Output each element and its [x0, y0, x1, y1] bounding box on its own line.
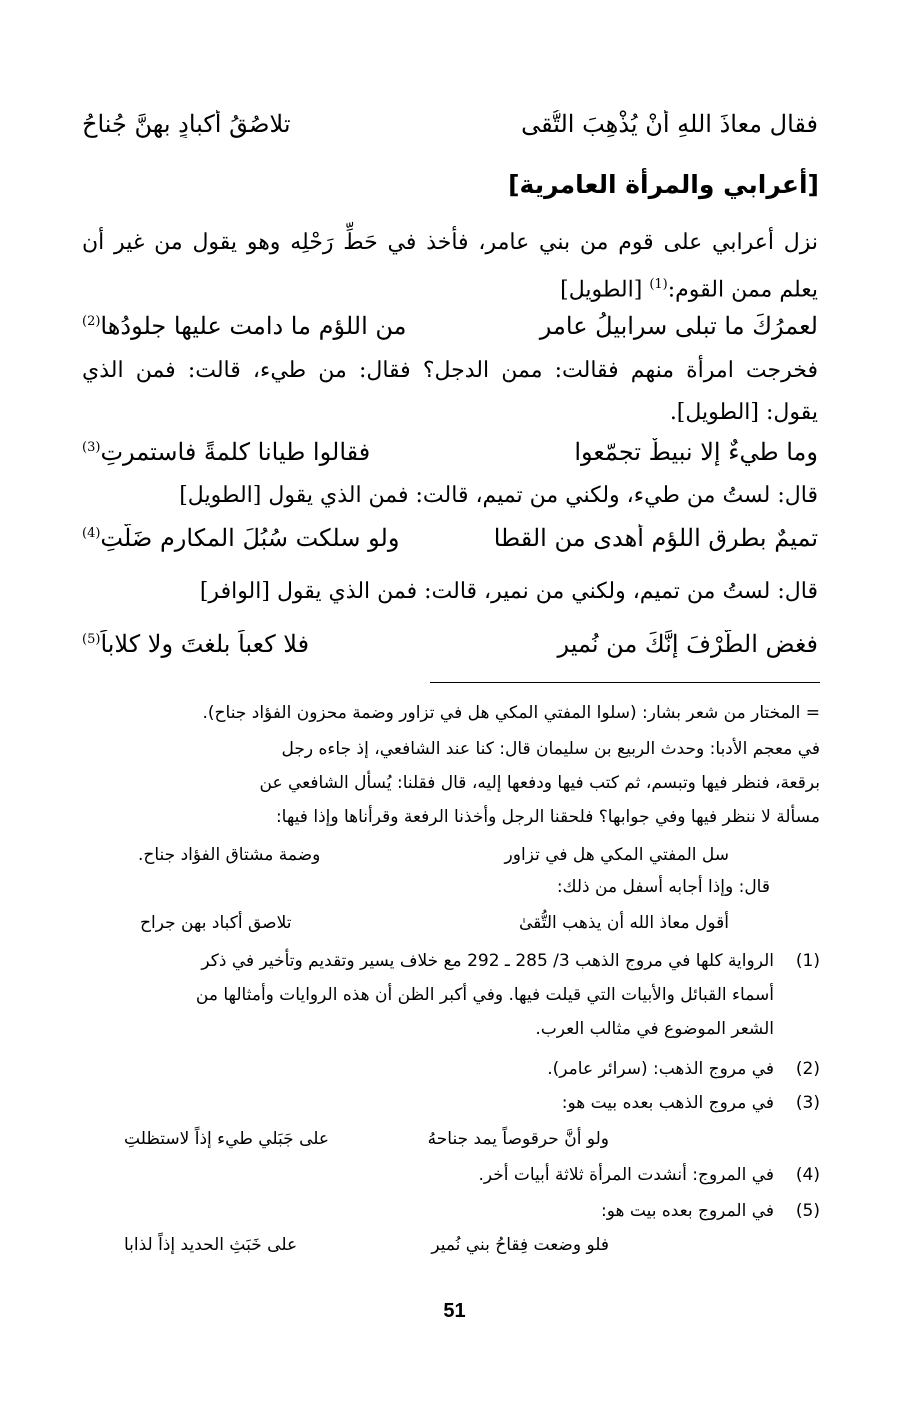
footnote-ref: (2) — [81, 314, 101, 329]
body-paragraph — [82, 222, 818, 311]
footnote-number: (1) — [795, 951, 820, 971]
footnote-verse-first: ولو أنَّ حرقوصاً يمد جناحهُ — [427, 1129, 609, 1149]
verse-line — [82, 302, 818, 350]
footnote-number: (2) — [795, 1059, 820, 1079]
footnote-line: أسماء القبائل والأبيات التي قيلت فيها. وفي أكبر الظن أن هذه الروايات وأمثالها من — [195, 985, 774, 1005]
footnote-separator — [430, 682, 820, 683]
verse-second-hemistich: فقالوا طيانا كلمةً فاستمرتِ$^{(3)}$ — [82, 438, 371, 466]
body-paragraph: فخرجت امرأة منهم فقالت: ممن الدجل؟ فقال: من طيء، قالت: فمن الذي يقول: [الطويل]. — [82, 358, 818, 425]
verse-first-hemistich: وما طيءٌ إلا نبيطٌ تجمّعوا — [574, 438, 818, 466]
verse-line — [82, 100, 818, 148]
verse-second-hemistich: فلا كعباً بلغتَ ولا كلاباً$^{(5)}$ — [82, 630, 310, 658]
footnote-number: (3) — [795, 1093, 820, 1113]
footnote-line: = المختار من شعر بشار: (سلوا المفتي المكي هل في تزاور وضمة محزون الفؤاد جناح). — [202, 703, 820, 723]
footnote-item: (1) الرواية كلها في مروج الذهب 3/ 285 ـ 292 مع خلاف يسير وتقديم وتأخير في ذكر — [80, 946, 820, 976]
verse-line — [82, 428, 818, 476]
footnote-verse-first: أقول معاذ الله أن يذهب التُّقىٰ — [518, 913, 729, 933]
verse-line — [82, 514, 818, 562]
meter-label: [الطويل] — [560, 277, 643, 303]
verse-second-hemistich: من اللؤمِ ما دامت عليها جلودُها$^{(2)}$ — [81, 312, 407, 340]
verse-first-hemistich: فقال معاذَ اللهِ أنْ يُذْهِبَ التُّقى — [521, 110, 818, 138]
page-number: 51 — [443, 1300, 466, 1322]
verse-first-hemistich: فغضِ الطَّرْفَ إنَّكَ من نُميرٍ — [557, 630, 818, 658]
footnote-number: (4) — [795, 1165, 820, 1185]
paragraph-text: نزل أعرابي على قوم من بني عامر، فأخذ في حَطِّ رَحْلِه وهو يقول من غير أن يعلم ممن القوم: — [82, 230, 818, 303]
verse-line — [82, 620, 818, 668]
footnote-item: (5) في المروج بعده بيت هو: — [80, 1196, 820, 1226]
footnote-ref: (5) — [82, 632, 101, 647]
footnote-item: (3) في مروج الذهب بعده بيت هو: — [80, 1088, 820, 1118]
footnote-item: (2) في مروج الذهب: (سرائر عامر). — [80, 1054, 820, 1084]
footnote-line: الشعر الموضوع في مثالب العرب. — [535, 1019, 774, 1039]
footnote-ref: (1) — [649, 277, 668, 292]
footnote-ref: (3) — [82, 440, 101, 455]
verse-second-hemistich: ولو سلكت سُبُلَ المكارمِ ضَلَّتِ$^{(4)}$ — [81, 524, 400, 552]
footnote-line: برقعة، فنظر فيها وتبسم، ثم كتب فيها ودفعها إليه، قال فقلنا: يُسأل الشافعي عن — [259, 773, 820, 793]
footnote-verse-first: فلو وضعت فِقاحُ بني نُمير — [431, 1235, 609, 1255]
footnote-line: مسألة لا ننظر فيها وفي جوابها؟ فلحقنا الرجل وأخذنا الرفعة وقرأناها وإذا فيها: — [275, 807, 820, 827]
body-paragraph: قال: لستُ من طيء، ولكني من تميم، قالت: فمن الذي يقول [الطويل] — [179, 483, 818, 508]
verse-first-hemistich: لعمرُكَ ما تبلى سرابيلُ عامرٍ — [539, 312, 818, 340]
verse-first-hemistich: تميمٌ بطرقِ اللؤمِ أهدى من القطا — [493, 524, 818, 552]
footnote-line: في معجم الأدبا: وحدث الربيع بن سليمان قال: كنا عند الشافعي، إذ جاءه رجل — [281, 739, 820, 759]
footnote-verse-second: على خَبَثِ الحديد إذاً لذابا — [124, 1235, 298, 1255]
verse-second-hemistich: تلاصُقُ أكبادٍ بهنَّ جُناحُ — [81, 110, 291, 138]
footnote-verse-second: على جَبَلي طيء إذاً لاستظلتِ — [124, 1129, 330, 1149]
footnote-ref: (4) — [81, 526, 101, 541]
footnote-line: قال: وإذا أجابه أسفل من ذلك: — [556, 877, 770, 897]
footnote-verse-second: تلاصق أكباد بهن جراح — [140, 913, 292, 933]
footnote-verse-first: سل المفتي المكي هل في تزاور — [504, 845, 729, 865]
footnote-item: (4) في المروج: أنشدت المرأة ثلاثة أبيات أخر. — [80, 1160, 820, 1190]
body-paragraph: قال: لستُ من تميم، ولكني من نمير، قالت: فمن الذي يقول [الوافر] — [199, 579, 818, 604]
footnote-verse-second: وضمة مشتاق الفؤاد جناح. — [138, 845, 321, 865]
footnote-number: (5) — [795, 1201, 820, 1221]
section-heading: [أعرابي والمرأة العامرية] — [508, 170, 819, 199]
